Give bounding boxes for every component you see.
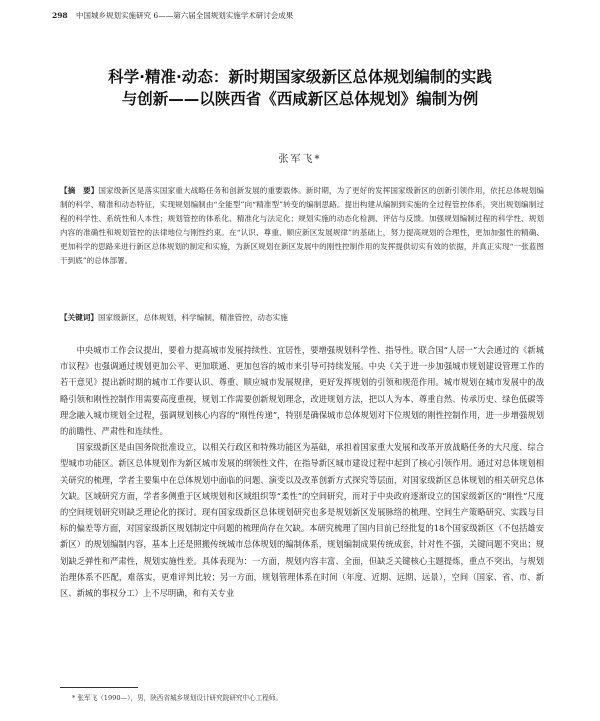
abstract-text: 国家级新区是落实国家重大战略任务和创新发展的重要载体。新时期，为了更好的发挥国家级新区的创新引领作用，依托总体规划编制的科学、精准和动态特征，实现规划编制由“全能型”向“精准型”转变的编制思路。提出构建从编制到实施的全过程管控体系，突出规划编制过程的科学性、系统性和人本性；规划管控的体系化、精准化与法定化；规划实施的动态化检测、评估与反馈。加强规划编制过程的科学性、规划内容的准确性和规划管控的法律地位与刚性约束。在“认识、尊重、顺应新区发展规律”的基础上，努力提高规划的合理性，更加加强性的精确、更加科学的思路来进行新区总体规划的制定和实施，为新区规划在新区发展中的刚性控制作用的发挥提供切实有效的依据，并真正实现“一张蓝图干到底”的总体部署。	[60, 186, 544, 265]
author-name: 张军飞*	[278, 154, 322, 165]
abstract-label: 【摘 要】	[60, 186, 99, 195]
article-title	[30, 66, 570, 110]
title-line-1: 科学·精准·动态：新时期国家级新区总体规划编制的实践	[108, 68, 492, 86]
body-text	[60, 342, 544, 601]
running-header	[52, 10, 560, 21]
title-line-2: 与创新——以陕西省《西咸新区总体规划》编制为例	[121, 90, 479, 108]
body-paragraph-1: 中央城市工作会议提出，要着力提高城市发展持续性、宜居性，要增强规划科学性、指导性。联合国“人居一”大会通过的《新城市议程》也强调通过规划更加公平、更加联通、更加包容的城市来引导可持续发展。中央《关于进一步加强城市规划建设管理工作的若干意见》提出新时期的城市工作要认识、尊重、顺应城市发展规律，更好发挥规划的引领和规范作用。城市规划在城市发展中的战略引领和刚性控制作用需要高度重视，规划工作需要创新规划理念，改进规划方法，把以人为本、尊重自然、传承历史、绿色低碳等理念融入城市规划全过程，强调规划核心内容的“刚性传递”，特别是确保城市总体规划对下位规划的刚性控制作用，进一步增强规划的前瞻性、严肃性和连续性。	[60, 345, 544, 437]
abstract	[60, 184, 544, 268]
page-number: 298	[52, 11, 68, 20]
footnote: * 张军飞（1990—），男，陕西省城乡规划设计研究院研究中心工程师。	[72, 694, 283, 702]
keywords-label: 【关键词】	[60, 313, 98, 322]
footnote-divider	[60, 687, 138, 688]
keywords-text: 国家级新区，总体规划，科学编制，精准管控，动态实施	[97, 313, 288, 322]
body-paragraph-2: 国家级新区是由国务院批准设立，以相关行政区和特殊功能区为基础，承担着国家重大发展和改革开放战略任务的大尺度、综合型城市功能区。新区总体规划作为新区城市发展的纲领性文件，在指导新区城市建设过程中起到了核心引领作用。通过对总体规划相关研究的梳理，学者主要集中在总体规划中面临的问题、演变以及改革创新方式探究等层面，对国家级新区总体规划的相关研究总体欠缺。区域研究方面，学者多侧重于区域规划和区域组织等“柔性”的空间研究，而对于中央政府逐渐设立的国家级新区的“刚性”尺度的空间规划研究则缺乏理论化的探讨。现有国家级新区总体规划研究也多是规划新区发展脉络的梳理、空间生产策略研究、实践与目标的偏差等方面，对国家级新区规划制定中问题的梳理尚存在欠缺。本研究梳理了国内目前已经批复的18个国家级新区（不包括雄安新区）的规划编制内容，基本上还是照搬传统城市总体规划的编制体系，规划编制成果传统成套，针对性不强，关键问题不突出；规划缺乏弹性和严肃性，规划实施性差。具体表现为：一方面，规划内容丰富、全面，但缺乏关键核心主题提炼，重点不突出，与规划治理体系不匹配，难落实，更难评判比较；另一方面，规划管理体系在时间（年度、近期、远期、远景），空间（国家、省、市、新区、新城的事权分工）上不尽明确，和有关专业	[60, 442, 544, 599]
running-title: 中国城乡规划实施研究 6——第六届全国规划实施学术研讨会成果	[76, 11, 294, 20]
keywords	[60, 311, 544, 325]
